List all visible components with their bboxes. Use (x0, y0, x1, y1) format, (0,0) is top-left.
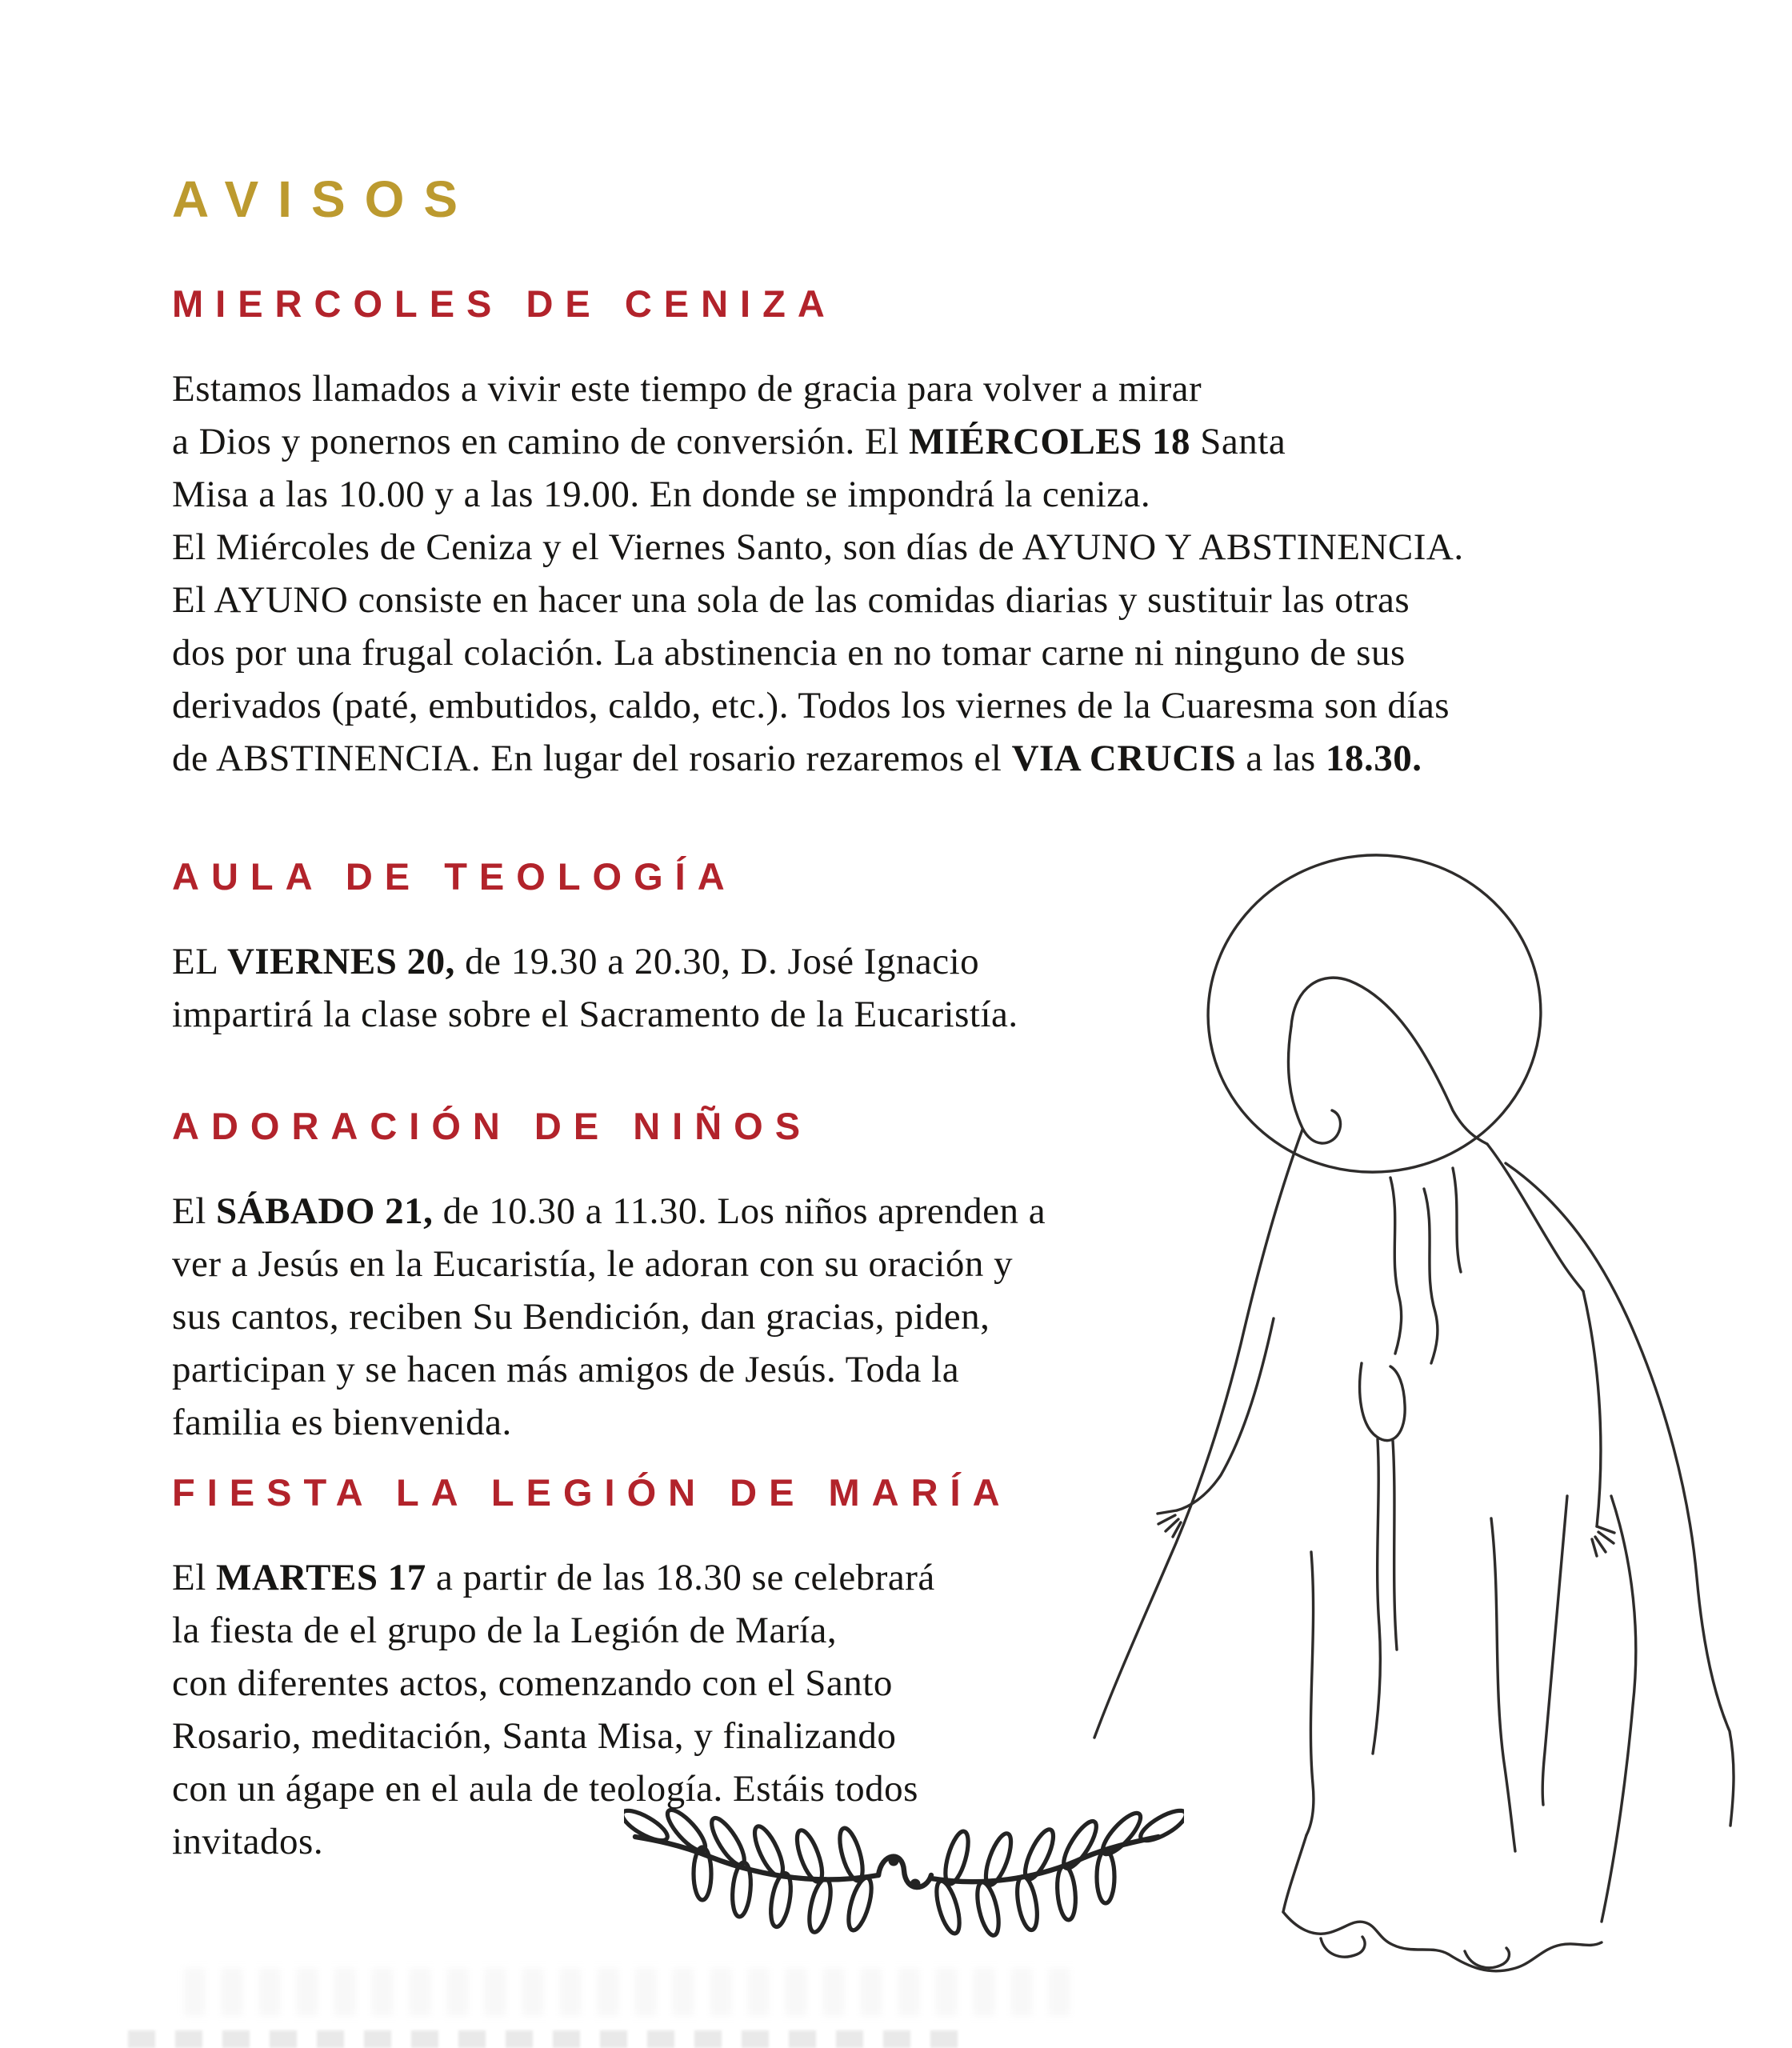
section-heading: AULA DE TEOLOGÍA (172, 855, 737, 898)
paragraph-line: El AYUNO consiste en hacer una sola de las comidas diarias y sustituir las otras (172, 579, 1410, 621)
page-bleed-ghost (184, 1968, 1080, 2016)
paragraph-line: de ABSTINENCIA. En lugar del rosario rezaremos el VIA CRUCIS a las 18.30. (172, 738, 1422, 779)
section-heading: ADORACIÓN DE NIÑOS (172, 1105, 813, 1147)
paragraph-line: con diferentes actos, comenzando con el Santo (172, 1662, 893, 1704)
paragraph-line: Rosario, meditación, Santa Misa, y finalizando (172, 1715, 897, 1757)
section-heading: FIESTA LA LEGIÓN DE MARÍA (172, 1471, 1012, 1514)
paragraph-line: El SÁBADO 21, de 10.30 a 11.30. Los niños aprenden a (172, 1190, 1046, 1232)
section-paragraph (172, 362, 1660, 785)
paragraph-line: impartirá la clase sobre el Sacramento de la Eucaristía. (172, 994, 1018, 1035)
section-heading: MIERCOLES DE CENIZA (172, 282, 837, 325)
paragraph-line: El Miércoles de Ceniza y el Viernes Santo, son días de AYUNO Y ABSTINENCIA. (172, 526, 1464, 568)
paragraph-line: la fiesta de el grupo de la Legión de María, (172, 1610, 838, 1651)
paragraph-line: a Dios y ponernos en camino de conversión. El MIÉRCOLES 18 Santa (172, 421, 1286, 462)
paragraph-line: EL VIERNES 20, de 19.30 a 20.30, D. José Ignacio (172, 941, 980, 982)
laurel-vine-divider (624, 1805, 1184, 1945)
paragraph-line: ver a Jesús en la Eucaristía, le adoran con su oración y (172, 1243, 1014, 1285)
paragraph-line: El MARTES 17 a partir de las 18.30 se celebrará (172, 1557, 935, 1598)
paragraph-line: participan y se hacen más amigos de Jesús. Toda la (172, 1349, 960, 1390)
cut-off-text-ghost (128, 2030, 976, 2048)
paragraph-line: Misa a las 10.00 y a las 19.00. En donde se impondrá la ceniza. (172, 474, 1151, 515)
paragraph-line: invitados. (172, 1821, 324, 1862)
paragraph-line: con un ágape en el aula de teología. Estáis todos (172, 1768, 918, 1810)
announcement-section (172, 282, 1660, 785)
page-title: AVISOS (172, 170, 478, 228)
paragraph-line: Estamos llamados a vivir este tiempo de gracia para volver a mirar (172, 368, 1202, 410)
paragraph-line: derivados (paté, embutidos, caldo, etc.). Todos los viernes de la Cuaresma son días (172, 685, 1450, 726)
paragraph-line: familia es bienvenida. (172, 1402, 512, 1443)
paragraph-line: dos por una frugal colación. La abstinencia en no tomar carne ni ninguno de sus (172, 632, 1406, 674)
paragraph-line: sus cantos, reciben Su Bendición, dan gracias, piden, (172, 1296, 990, 1338)
